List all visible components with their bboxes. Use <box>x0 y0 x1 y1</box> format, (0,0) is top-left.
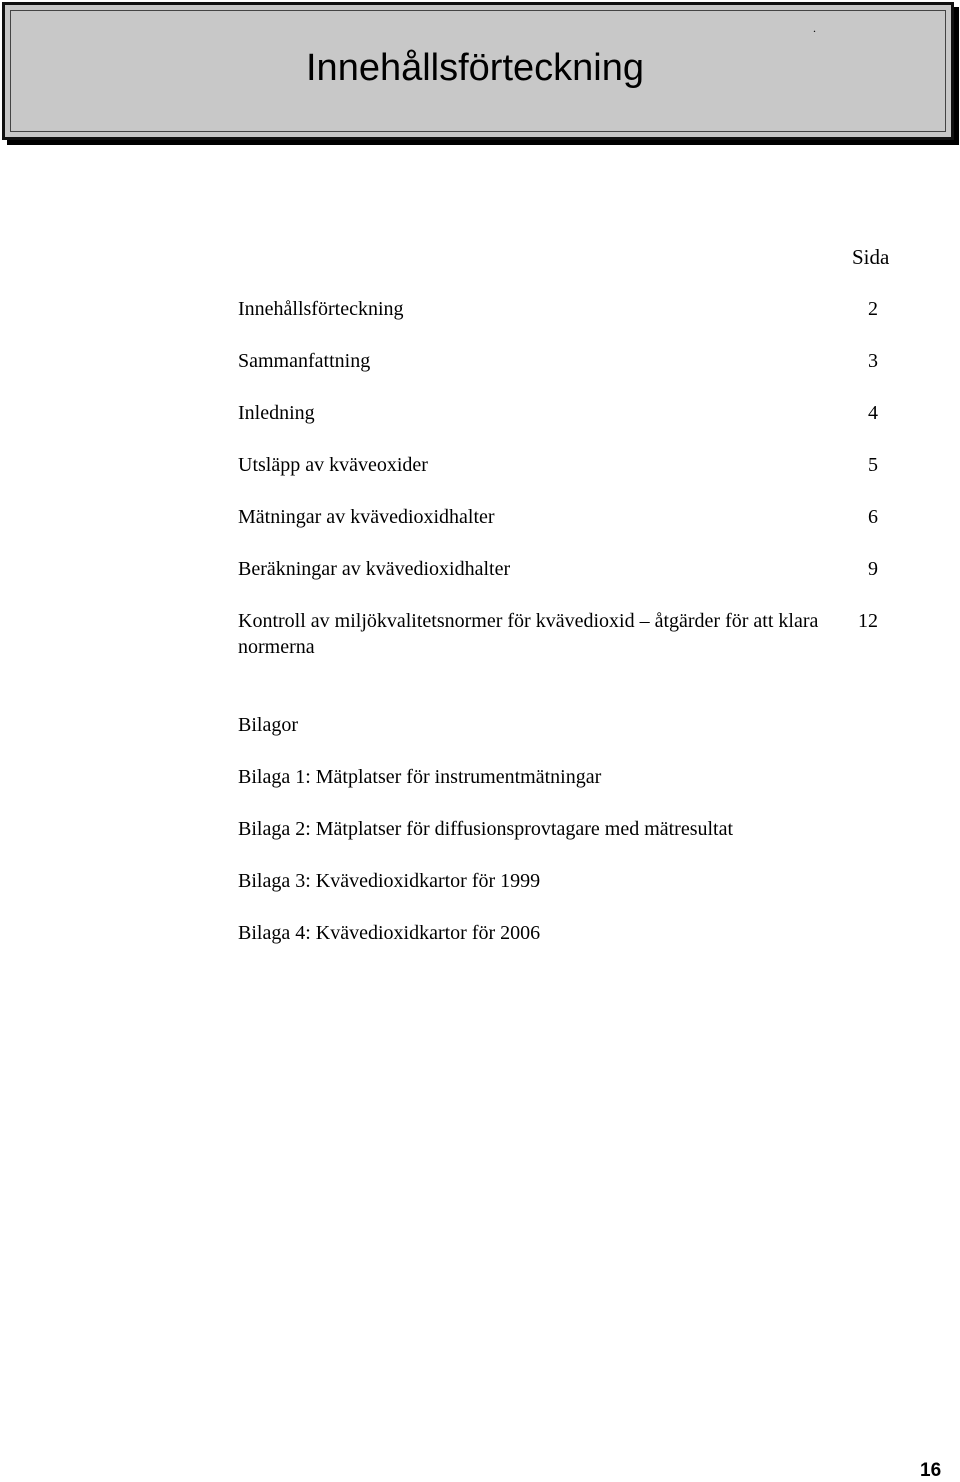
toc-entry[interactable] <box>238 608 878 660</box>
toc-entry-label: Utsläpp av kväveoxider <box>238 454 428 476</box>
page-column-label: Sida <box>852 245 890 269</box>
toc-entry-page: 5 <box>868 454 878 476</box>
toc-entry-label: Kontroll av miljökvalitetsnormer för kvävedioxid – åtgärder för att klara normerna <box>238 610 819 658</box>
appendix-item: Bilaga 3: Kvävedioxidkartor för 1999 <box>238 870 541 892</box>
toc-entry-page: 4 <box>868 402 878 424</box>
toc-entry[interactable] <box>238 348 878 374</box>
toc-entry-label: Innehållsförteckning <box>238 298 404 320</box>
toc-entry[interactable] <box>238 400 878 426</box>
toc-entry-page: 9 <box>868 558 878 580</box>
toc-entry[interactable] <box>238 452 878 478</box>
toc-entry-page: 2 <box>868 298 878 320</box>
toc-entry-label: Sammanfattning <box>238 350 371 372</box>
toc-entry-label: Inledning <box>238 402 315 424</box>
appendix-item: Bilaga 2: Mätplatser för diffusionsprovtagare med mätresultat <box>238 818 734 840</box>
toc-entry[interactable] <box>238 296 878 322</box>
appendix-item: Bilaga 4: Kvävedioxidkartor för 2006 <box>238 922 541 944</box>
toc-entry-page: 12 <box>858 610 878 632</box>
toc-entry-label: Mätningar av kvävedioxidhalter <box>238 506 495 528</box>
corner-mark: . <box>813 21 816 35</box>
toc-entry-page: 3 <box>868 350 878 372</box>
toc-entry[interactable] <box>238 556 878 582</box>
page-number: 16 <box>920 1460 942 1481</box>
toc-entry-label: Beräkningar av kvävedioxidhalter <box>238 558 511 580</box>
toc-entry-page: 6 <box>868 506 878 528</box>
toc-entry[interactable] <box>238 504 878 530</box>
appendix-item: Bilaga 1: Mätplatser för instrumentmätningar <box>238 766 602 788</box>
appendices-heading: Bilagor <box>238 714 298 736</box>
page-title: Innehållsförteckning <box>306 47 644 89</box>
